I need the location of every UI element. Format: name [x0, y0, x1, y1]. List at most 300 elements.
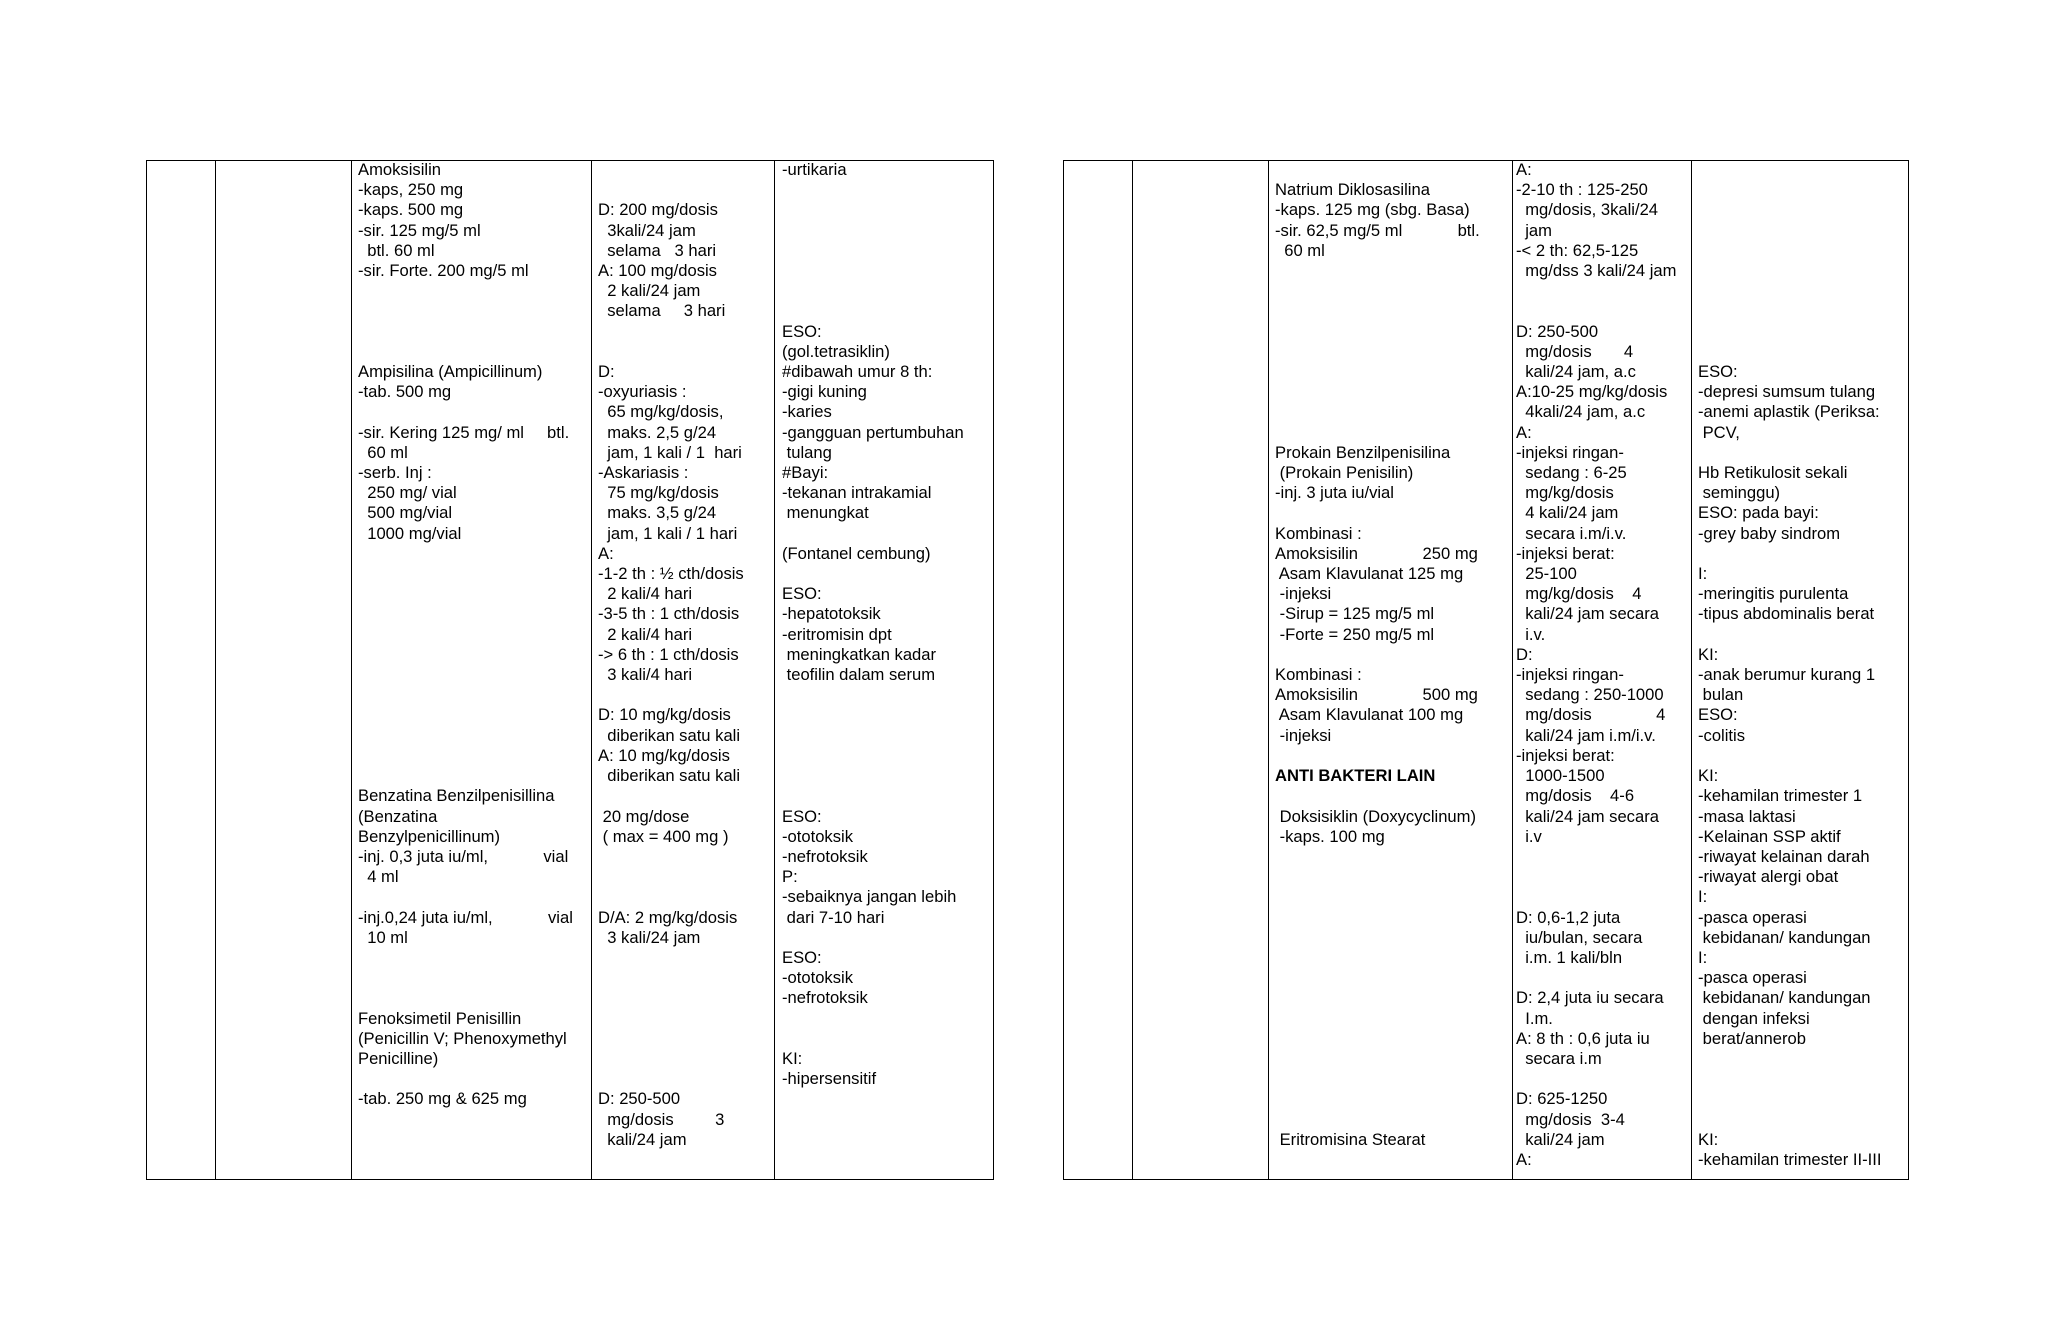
text-line — [598, 1029, 744, 1049]
text-line — [782, 564, 964, 584]
text-line — [1698, 301, 1882, 321]
text-line: mg/dosis 3 — [598, 1109, 725, 1129]
text-line: Doksisiklin (Doxycyclinum) — [1275, 806, 1476, 826]
text-line — [1698, 544, 1882, 564]
text-line — [598, 948, 744, 968]
text-line: -depresi sumsum tulang — [1698, 382, 1876, 402]
text-line: KI: — [782, 1048, 803, 1068]
text-line — [782, 685, 964, 705]
text-line: -riwayat kelainan darah — [1698, 846, 1870, 866]
text-line — [1698, 241, 1882, 261]
text-line: i.m. 1 kali/bln — [1516, 947, 1623, 967]
left-drug-name-column — [358, 160, 573, 1110]
text-line: -injeksi berat: — [1516, 745, 1615, 765]
text-line: menungkat — [782, 503, 869, 523]
text-line — [1698, 221, 1882, 241]
text-line: -ototoksik — [782, 826, 854, 846]
text-line — [782, 241, 964, 261]
text-line: Prokain Benzilpenisilina — [1275, 442, 1451, 462]
text-line — [598, 847, 744, 867]
text-line: A: — [1516, 160, 1532, 179]
text-line: A: 8 th : 0,6 juta iu — [1516, 1028, 1650, 1048]
text-line — [598, 160, 744, 180]
text-line: kali/24 jam, a.c — [1516, 362, 1636, 382]
text-line — [1275, 887, 1480, 907]
text-line — [782, 1029, 964, 1049]
text-line — [1516, 301, 1676, 321]
text-line — [782, 261, 964, 281]
text-line: kebidanan/ kandungan — [1698, 927, 1871, 947]
text-line: 2 kali/4 hari — [598, 624, 693, 644]
text-line: #Bayi: — [782, 463, 829, 483]
text-line — [1275, 1110, 1480, 1130]
text-line — [1516, 847, 1676, 867]
text-line — [358, 645, 573, 665]
text-line: KI: — [1698, 766, 1719, 786]
text-line — [358, 766, 573, 786]
text-line — [1275, 928, 1480, 948]
text-line: -injeksi — [1275, 584, 1332, 604]
text-line: Ampisilina (Ampicillinum) — [358, 362, 543, 382]
left-dosage-column — [598, 160, 744, 1150]
text-line — [598, 1009, 744, 1029]
text-line — [1698, 1049, 1882, 1069]
text-line — [598, 322, 744, 342]
text-line — [1275, 281, 1480, 301]
text-line: D: 0,6-1,2 juta — [1516, 907, 1621, 927]
text-line — [1275, 988, 1480, 1008]
text-line — [1275, 423, 1480, 443]
text-line: Amoksisilin 250 mg — [1275, 543, 1478, 563]
text-line: D: 200 mg/dosis — [598, 200, 718, 220]
text-line — [1275, 322, 1480, 342]
text-line: Kombinasi : — [1275, 523, 1362, 543]
text-line: ANTI BAKTERI LAIN — [1275, 766, 1436, 786]
text-line: 1000 mg/vial — [358, 523, 462, 543]
text-line: diberikan satu kali — [598, 725, 741, 745]
text-line — [782, 301, 964, 321]
text-line — [598, 968, 744, 988]
text-line: 4kali/24 jam, a.c — [1516, 402, 1646, 422]
text-line — [1516, 968, 1676, 988]
text-line: -sebaiknya jangan lebih — [782, 887, 957, 907]
text-line — [1516, 281, 1676, 301]
text-line — [782, 281, 964, 301]
text-line — [358, 564, 573, 584]
text-line: (Benzatina — [358, 806, 438, 826]
text-line — [1275, 968, 1480, 988]
text-line: I.m. — [1516, 1008, 1553, 1028]
text-line: A: 100 mg/dosis — [598, 261, 717, 281]
text-line: KI: — [1698, 1129, 1719, 1149]
left-table-col-divider-3 — [591, 161, 592, 1179]
text-line: 10 ml — [358, 927, 408, 947]
text-line: ESO: — [782, 947, 822, 967]
text-line — [1275, 645, 1480, 665]
text-line: berat/annerob — [1698, 1028, 1806, 1048]
text-line: -tekanan intrakamial — [782, 483, 932, 503]
text-line: mg/dosis, 3kali/24 — [1516, 200, 1659, 220]
text-line: mg/dosis 4 — [1516, 341, 1634, 361]
text-line: jam — [1516, 220, 1552, 240]
text-line: -tab. 250 mg & 625 mg — [358, 1089, 527, 1109]
text-line: bulan — [1698, 685, 1744, 705]
text-line: maks. 2,5 g/24 — [598, 422, 717, 442]
text-line: ( max = 400 mg ) — [598, 826, 729, 846]
text-line: -kehamilan trimester II-III — [1698, 1149, 1882, 1169]
text-line: -masa laktasi — [1698, 806, 1796, 826]
text-line — [358, 726, 573, 746]
text-line: PCV, — [1698, 422, 1740, 442]
text-line — [782, 180, 964, 200]
text-line: 65 mg/kg/dosis, — [598, 402, 724, 422]
text-line: Benzatina Benzilpenisillina — [358, 786, 555, 806]
text-line: secara i.m — [1516, 1048, 1602, 1068]
text-line — [358, 342, 573, 362]
text-line: -inj. 3 juta iu/vial — [1275, 483, 1394, 503]
text-line: D: 250-500 — [1516, 321, 1599, 341]
text-line: A:10-25 mg/kg/dosis — [1516, 382, 1668, 402]
text-line: -inj.0,24 juta iu/ml, vial — [358, 907, 573, 927]
text-line — [782, 221, 964, 241]
text-line — [782, 200, 964, 220]
text-line: kali/24 jam i.m/i.v. — [1516, 725, 1656, 745]
text-line: -kaps. 125 mg (sbg. Basa) — [1275, 200, 1470, 220]
text-line — [1275, 1089, 1480, 1109]
text-line: ESO: — [782, 584, 822, 604]
text-line: Eritromisina Stearat — [1275, 1129, 1426, 1149]
text-line: 3kali/24 jam — [598, 220, 696, 240]
text-line — [1275, 1009, 1480, 1029]
text-line — [358, 281, 573, 301]
text-line: -Askariasis : — [598, 463, 689, 483]
text-line — [782, 746, 964, 766]
text-line: mg/dss 3 kali/24 jam — [1516, 261, 1677, 281]
text-line — [1275, 342, 1480, 362]
text-line — [1275, 1069, 1480, 1089]
text-line — [598, 867, 744, 887]
right-notes-column — [1698, 160, 1882, 1170]
text-line: -tab. 500 mg — [358, 382, 452, 402]
text-line — [1698, 261, 1882, 281]
text-line: ESO: — [782, 806, 822, 826]
text-line — [782, 524, 964, 544]
text-line: P: — [782, 867, 798, 887]
text-line: -hipersensitif — [782, 1069, 877, 1089]
text-line: iu/bulan, secara — [1516, 927, 1643, 947]
text-line: D/A: 2 mg/kg/dosis — [598, 907, 738, 927]
text-line: kali/24 jam — [1516, 1129, 1605, 1149]
text-line: -sir. 125 mg/5 ml — [358, 220, 481, 240]
text-line: -sir. Kering 125 mg/ ml btl. — [358, 422, 570, 442]
text-line — [782, 1009, 964, 1029]
text-line: diberikan satu kali — [598, 766, 741, 786]
text-line: -Forte = 250 mg/5 ml — [1275, 624, 1435, 644]
text-line: D: — [598, 362, 615, 382]
text-line: 4 ml — [358, 867, 399, 887]
text-line — [358, 948, 573, 968]
right-table-col-divider-4 — [1691, 161, 1692, 1179]
text-line: 4 kali/24 jam — [1516, 503, 1619, 523]
left-notes-column — [782, 160, 964, 1089]
text-line: (gol.tetrasiklin) — [782, 341, 890, 361]
text-line: selama 3 hari — [598, 240, 717, 260]
text-line: i.v — [1516, 826, 1542, 846]
text-line: -injeksi ringan- — [1516, 665, 1624, 685]
text-line: -> 6 th : 1 cth/dosis — [598, 644, 739, 664]
text-line: ESO: — [1698, 705, 1738, 725]
text-line: D: 2,4 juta iu secara — [1516, 988, 1664, 1008]
text-line: A: — [1516, 1149, 1532, 1169]
text-line: -tipus abdominalis berat — [1698, 604, 1875, 624]
text-line: -gigi kuning — [782, 382, 867, 402]
text-line: -injeksi — [1275, 725, 1332, 745]
text-line — [1275, 948, 1480, 968]
text-line: 20 mg/dose — [598, 806, 690, 826]
text-line: I: — [1698, 887, 1708, 907]
text-line: -colitis — [1698, 725, 1746, 745]
text-line: -kaps, 250 mg — [358, 180, 464, 200]
text-line — [1275, 301, 1480, 321]
text-line — [782, 928, 964, 948]
text-line — [358, 968, 573, 988]
text-line: maks. 3,5 g/24 — [598, 503, 717, 523]
text-line: selama 3 hari — [598, 301, 726, 321]
text-line: i.v. — [1516, 624, 1546, 644]
text-line — [1698, 1089, 1882, 1109]
text-line: -kehamilan trimester 1 — [1698, 786, 1863, 806]
text-line — [1698, 1069, 1882, 1089]
text-line — [1698, 443, 1882, 463]
text-line: 60 ml — [358, 442, 408, 462]
text-line: Benzylpenicillinum) — [358, 826, 501, 846]
text-line: -pasca operasi — [1698, 907, 1807, 927]
text-line — [358, 988, 573, 1008]
text-line: -riwayat alergi obat — [1698, 867, 1839, 887]
text-line — [1698, 625, 1882, 645]
text-line: -karies — [782, 402, 832, 422]
text-line — [1516, 1069, 1676, 1089]
text-line — [782, 766, 964, 786]
text-line — [1275, 786, 1480, 806]
text-line: -3-5 th : 1 cth/dosis — [598, 604, 740, 624]
text-line: jam, 1 kali / 1 hari — [598, 523, 738, 543]
text-line — [598, 988, 744, 1008]
left-table-col-divider-4 — [774, 161, 775, 1179]
text-line: -meringitis purulenta — [1698, 584, 1849, 604]
text-line: -2-10 th : 125-250 — [1516, 180, 1648, 200]
text-line: D: 10 mg/kg/dosis — [598, 705, 731, 725]
right-table-col-divider-3 — [1512, 161, 1513, 1179]
text-line — [1275, 362, 1480, 382]
text-line — [1275, 160, 1480, 180]
text-line: 3 kali/4 hari — [598, 665, 693, 685]
text-line: Natrium Diklosasilina — [1275, 180, 1430, 200]
text-line: -eritromisin dpt — [782, 624, 892, 644]
text-line: seminggu) — [1698, 483, 1781, 503]
text-line — [1275, 908, 1480, 928]
text-line: -nefrotoksik — [782, 846, 868, 866]
right-table-col-divider-1 — [1132, 161, 1133, 1179]
text-line — [1275, 261, 1480, 281]
text-line — [598, 180, 744, 200]
text-line: meningkatkan kadar — [782, 644, 937, 664]
text-line: 75 mg/kg/dosis — [598, 483, 719, 503]
text-line: kali/24 jam secara — [1516, 604, 1659, 624]
text-line — [1698, 160, 1882, 180]
text-line — [358, 665, 573, 685]
text-line — [1275, 746, 1480, 766]
text-line — [358, 746, 573, 766]
text-line — [358, 402, 573, 422]
text-line — [358, 705, 573, 725]
text-line: btl. 60 ml — [358, 240, 435, 260]
right-table-col-divider-2 — [1268, 161, 1269, 1179]
text-line: mg/kg/dosis — [1516, 483, 1614, 503]
text-line: (Fontanel cembung) — [782, 543, 931, 563]
text-line — [782, 726, 964, 746]
text-line: sedang : 6-25 — [1516, 463, 1627, 483]
text-line: Hb Retikulosit sekali — [1698, 463, 1848, 483]
text-line — [1698, 1110, 1882, 1130]
text-line — [598, 1069, 744, 1089]
text-line — [598, 685, 744, 705]
text-line: dari 7-10 hari — [782, 907, 885, 927]
text-line: -pasca operasi — [1698, 968, 1807, 988]
text-line: 25-100 — [1516, 564, 1577, 584]
text-line: teofilin dalam serum — [782, 665, 936, 685]
text-line: -Kelainan SSP aktif — [1698, 826, 1841, 846]
text-line: (Prokain Penisilin) — [1275, 463, 1414, 483]
text-line — [1275, 867, 1480, 887]
text-line — [1698, 746, 1882, 766]
text-line — [358, 301, 573, 321]
text-line — [1275, 847, 1480, 867]
text-line: ESO: pada bayi: — [1698, 503, 1819, 523]
text-line: -injeksi ringan- — [1516, 442, 1624, 462]
text-line: -anak berumur kurang 1 — [1698, 665, 1876, 685]
text-line — [1516, 867, 1676, 887]
text-line: 3 kali/24 jam — [598, 927, 701, 947]
text-line — [1698, 281, 1882, 301]
text-line: Asam Klavulanat 125 mg — [1275, 564, 1464, 584]
text-line — [1698, 200, 1882, 220]
text-line: -< 2 th: 62,5-125 — [1516, 240, 1639, 260]
text-line: mg/dosis 4-6 — [1516, 786, 1635, 806]
text-line: D: 625-1250 — [1516, 1089, 1608, 1109]
text-line: -kaps. 100 mg — [1275, 826, 1385, 846]
text-line: ESO: — [1698, 362, 1738, 382]
text-line: 1000-1500 — [1516, 766, 1605, 786]
left-table-col-divider-2 — [351, 161, 352, 1179]
text-line: -Sirup = 125 mg/5 ml — [1275, 604, 1435, 624]
text-line: Amoksisilin — [358, 160, 441, 179]
text-line: -1-2 th : ½ cth/dosis — [598, 564, 744, 584]
text-line: -ototoksik — [782, 968, 854, 988]
text-line: kali/24 jam secara — [1516, 806, 1659, 826]
text-line — [358, 685, 573, 705]
text-line: -anemi aplastik (Periksa: — [1698, 402, 1880, 422]
text-line — [782, 705, 964, 725]
text-line: tulang — [782, 442, 832, 462]
text-line: A: 10 mg/kg/dosis — [598, 745, 730, 765]
text-line: -oxyuriasis : — [598, 382, 687, 402]
text-line: 60 ml — [1275, 240, 1325, 260]
text-line — [1698, 342, 1882, 362]
text-line: Asam Klavulanat 100 mg — [1275, 705, 1464, 725]
text-line: -sir. 62,5 mg/5 ml btl. — [1275, 220, 1480, 240]
text-line: kebidanan/ kandungan — [1698, 988, 1871, 1008]
text-line: I: — [1698, 947, 1708, 967]
text-line — [358, 604, 573, 624]
text-line: Amoksisilin 500 mg — [1275, 685, 1478, 705]
text-line: -injeksi berat: — [1516, 543, 1615, 563]
text-line — [598, 342, 744, 362]
text-line: -gangguan pertumbuhan — [782, 422, 964, 442]
text-line: ESO: — [782, 321, 822, 341]
text-line: KI: — [1698, 644, 1719, 664]
text-line: mg/dosis 4 — [1516, 705, 1666, 725]
text-line: mg/dosis 3-4 — [1516, 1109, 1625, 1129]
text-line — [1275, 1029, 1480, 1049]
text-line — [1275, 402, 1480, 422]
text-line: mg/kg/dosis 4 — [1516, 584, 1642, 604]
text-line: sedang : 250-1000 — [1516, 685, 1664, 705]
text-line — [598, 786, 744, 806]
text-line: 2 kali/24 jam — [598, 281, 701, 301]
text-line — [1698, 180, 1882, 200]
text-line — [358, 322, 573, 342]
right-drug-name-column — [1275, 160, 1480, 1150]
text-line: D: 250-500 — [598, 1089, 681, 1109]
text-line: kali/24 jam — [598, 1129, 687, 1149]
text-line: Kombinasi : — [1275, 665, 1362, 685]
text-line: 2 kali/4 hari — [598, 584, 693, 604]
text-line: -inj. 0,3 juta iu/ml, vial — [358, 846, 569, 866]
text-line: A: — [598, 543, 614, 563]
text-line: D: — [1516, 644, 1533, 664]
text-line: A: — [1516, 422, 1532, 442]
text-line — [358, 625, 573, 645]
text-line: -grey baby sindrom — [1698, 523, 1841, 543]
text-line — [358, 544, 573, 564]
text-line: -urtikaria — [782, 160, 847, 179]
text-line: Fenoksimetil Penisillin — [358, 1008, 522, 1028]
text-line: 250 mg/ vial — [358, 483, 457, 503]
left-table-col-divider-1 — [215, 161, 216, 1179]
text-line — [1275, 503, 1480, 523]
text-line: -nefrotoksik — [782, 988, 868, 1008]
text-line — [1698, 322, 1882, 342]
text-line: 500 mg/vial — [358, 503, 453, 523]
text-line: Penicilline) — [358, 1048, 439, 1068]
text-line: jam, 1 kali / 1 hari — [598, 442, 742, 462]
text-line: -sir. Forte. 200 mg/5 ml — [358, 261, 529, 281]
text-line: I: — [1698, 564, 1708, 584]
right-dosage-column — [1516, 160, 1676, 1170]
text-line — [358, 584, 573, 604]
text-line — [598, 1049, 744, 1069]
text-line — [358, 1069, 573, 1089]
text-line: -kaps. 500 mg — [358, 200, 464, 220]
text-line — [598, 887, 744, 907]
text-line: dengan infeksi — [1698, 1008, 1810, 1028]
text-line: #dibawah umur 8 th: — [782, 362, 933, 382]
text-line: -hepatotoksik — [782, 604, 881, 624]
text-line: secara i.m/i.v. — [1516, 523, 1627, 543]
text-line — [782, 786, 964, 806]
text-line — [1275, 1049, 1480, 1069]
